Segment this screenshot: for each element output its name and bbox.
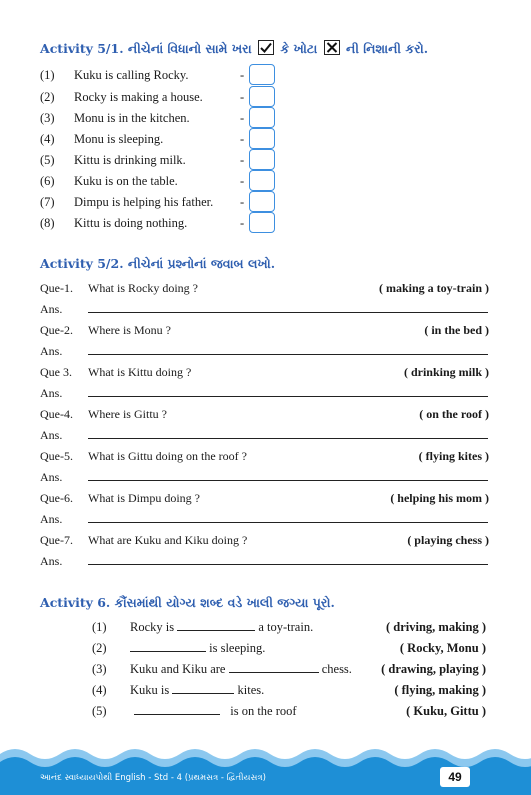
- statement-dash: -: [240, 195, 245, 209]
- answer-line[interactable]: [88, 354, 488, 355]
- answer-hint: ( playing chess ): [407, 533, 489, 547]
- sentence-before: Kuku and Kiku are: [130, 662, 226, 676]
- statement-number: (5): [40, 153, 55, 167]
- statement-dash: -: [240, 153, 245, 167]
- sentence-before: Rocky is: [130, 620, 175, 634]
- statement-text: Kittu is doing nothing.: [74, 216, 188, 230]
- sentence-before: Kuku is: [130, 683, 170, 697]
- activity-5-1-heading: [40, 40, 428, 57]
- item-number: (2): [92, 641, 107, 655]
- statement-text: Monu is sleeping.: [74, 132, 164, 146]
- footer-book-title: આનંદ સ્વાધ્યાયપોથી English - Std - 4 (પ્રથમસત્ર - દ્વિતીયસત્ર): [40, 773, 266, 783]
- checkmark-icon: [258, 40, 274, 55]
- question-label: Que 3.: [40, 365, 72, 379]
- answer-label: Ans.: [40, 428, 63, 442]
- statement-text: Kuku is calling Rocky.: [74, 68, 189, 82]
- statement-dash: -: [240, 90, 245, 104]
- answer-label: Ans.: [40, 386, 63, 400]
- item-number: (1): [92, 620, 107, 634]
- question-text: What is Rocky doing ?: [88, 281, 198, 295]
- blank-line[interactable]: [130, 641, 206, 652]
- answer-checkbox[interactable]: [249, 128, 275, 149]
- answer-checkbox[interactable]: [249, 64, 275, 85]
- activity-6-heading: Activity 6. કૌંસમાંથી યોગ્ય શબ્દ વડે ખાલી જગ્યા પૂરો.: [40, 595, 335, 610]
- question-label: Que-4.: [40, 407, 73, 421]
- answer-line[interactable]: [88, 438, 488, 439]
- options-hint: ( flying, making ): [394, 683, 486, 697]
- statement-number: (1): [40, 68, 55, 82]
- question-text: What is Dimpu doing ?: [88, 491, 200, 505]
- answer-hint: ( helping his mom ): [390, 491, 489, 505]
- statement-dash: -: [240, 132, 245, 146]
- question-text: What are Kuku and Kiku doing ?: [88, 533, 248, 547]
- options-hint: ( drawing, playing ): [381, 662, 486, 676]
- statement-dash: -: [240, 174, 245, 188]
- answer-line[interactable]: [88, 396, 488, 397]
- statement-text: Dimpu is helping his father.: [74, 195, 214, 209]
- answer-checkbox[interactable]: [249, 170, 275, 191]
- sentence-after: chess.: [321, 662, 352, 676]
- question-label: Que-1.: [40, 281, 73, 295]
- sentence-after: kites.: [237, 683, 265, 697]
- statement-number: (2): [40, 90, 55, 104]
- answer-line[interactable]: [88, 564, 488, 565]
- sentence-after: is on the roof: [230, 704, 297, 718]
- statement-dash: -: [240, 111, 245, 125]
- item-number: (5): [92, 704, 107, 718]
- answer-hint: ( making a toy-train ): [379, 281, 489, 295]
- answer-hint: ( on the roof ): [419, 407, 489, 421]
- answer-label: Ans.: [40, 470, 63, 484]
- answer-label: Ans.: [40, 302, 63, 316]
- page-number: 49: [440, 767, 470, 787]
- answer-checkbox[interactable]: [249, 107, 275, 128]
- blank-line[interactable]: [229, 662, 319, 673]
- cross-icon: [324, 40, 340, 55]
- activity-5-1-title-mid: કે ખોટા: [280, 41, 318, 56]
- answer-hint: ( in the bed ): [424, 323, 489, 337]
- question-label: Que-2.: [40, 323, 73, 337]
- statement-number: (8): [40, 216, 55, 230]
- answer-checkbox[interactable]: [249, 212, 275, 233]
- answer-line[interactable]: [88, 480, 488, 481]
- options-hint: ( Kuku, Gittu ): [406, 704, 486, 718]
- sentence-after: is sleeping.: [209, 641, 266, 655]
- options-hint: ( Rocky, Monu ): [399, 641, 486, 655]
- question-text: Where is Gittu ?: [88, 407, 167, 421]
- answer-checkbox[interactable]: [249, 86, 275, 107]
- question-label: Que-5.: [40, 449, 73, 463]
- answer-label: Ans.: [40, 512, 63, 526]
- options-hint: ( driving, making ): [385, 620, 486, 634]
- question-label: Que-6.: [40, 491, 73, 505]
- statement-dash: -: [240, 216, 245, 230]
- activity-5-1-title-prefix: Activity 5/1. નીચેનાં વિધાનો સામે ખરા: [40, 41, 252, 56]
- activity-5-1-title-suffix: ની નિશાની કરો.: [346, 41, 429, 56]
- answer-checkbox[interactable]: [249, 191, 275, 212]
- answer-label: Ans.: [40, 344, 63, 358]
- statement-text: Kuku is on the table.: [74, 174, 178, 188]
- activity-5-2-heading: Activity 5/2. નીચેનાં પ્રશ્નોનાં જવાબ લખો.: [40, 256, 276, 271]
- blank-line[interactable]: [177, 620, 255, 631]
- answer-checkbox[interactable]: [249, 149, 275, 170]
- blank-line[interactable]: [172, 683, 234, 694]
- statement-text: Kittu is drinking milk.: [74, 153, 186, 167]
- answer-label: Ans.: [40, 554, 63, 568]
- question-text: Where is Monu ?: [88, 323, 171, 337]
- answer-line[interactable]: [88, 312, 488, 313]
- statement-text: Monu is in the kitchen.: [74, 111, 190, 125]
- statement-dash: -: [240, 68, 245, 82]
- answer-hint: ( drinking milk ): [403, 365, 489, 379]
- blank-line[interactable]: [134, 704, 220, 715]
- statement-number: (3): [40, 111, 55, 125]
- question-label: Que-7.: [40, 533, 73, 547]
- statement-number: (4): [40, 132, 55, 146]
- question-text: What is Kittu doing ?: [88, 365, 192, 379]
- item-number: (3): [92, 662, 107, 676]
- question-text: What is Gittu doing on the roof ?: [88, 449, 247, 463]
- item-number: (4): [92, 683, 107, 697]
- statement-text: Rocky is making a house.: [74, 90, 203, 104]
- statement-number: (6): [40, 174, 55, 188]
- answer-line[interactable]: [88, 522, 488, 523]
- sentence-after: a toy-train.: [258, 620, 314, 634]
- answer-hint: ( flying kites ): [418, 449, 489, 463]
- statement-number: (7): [40, 195, 55, 209]
